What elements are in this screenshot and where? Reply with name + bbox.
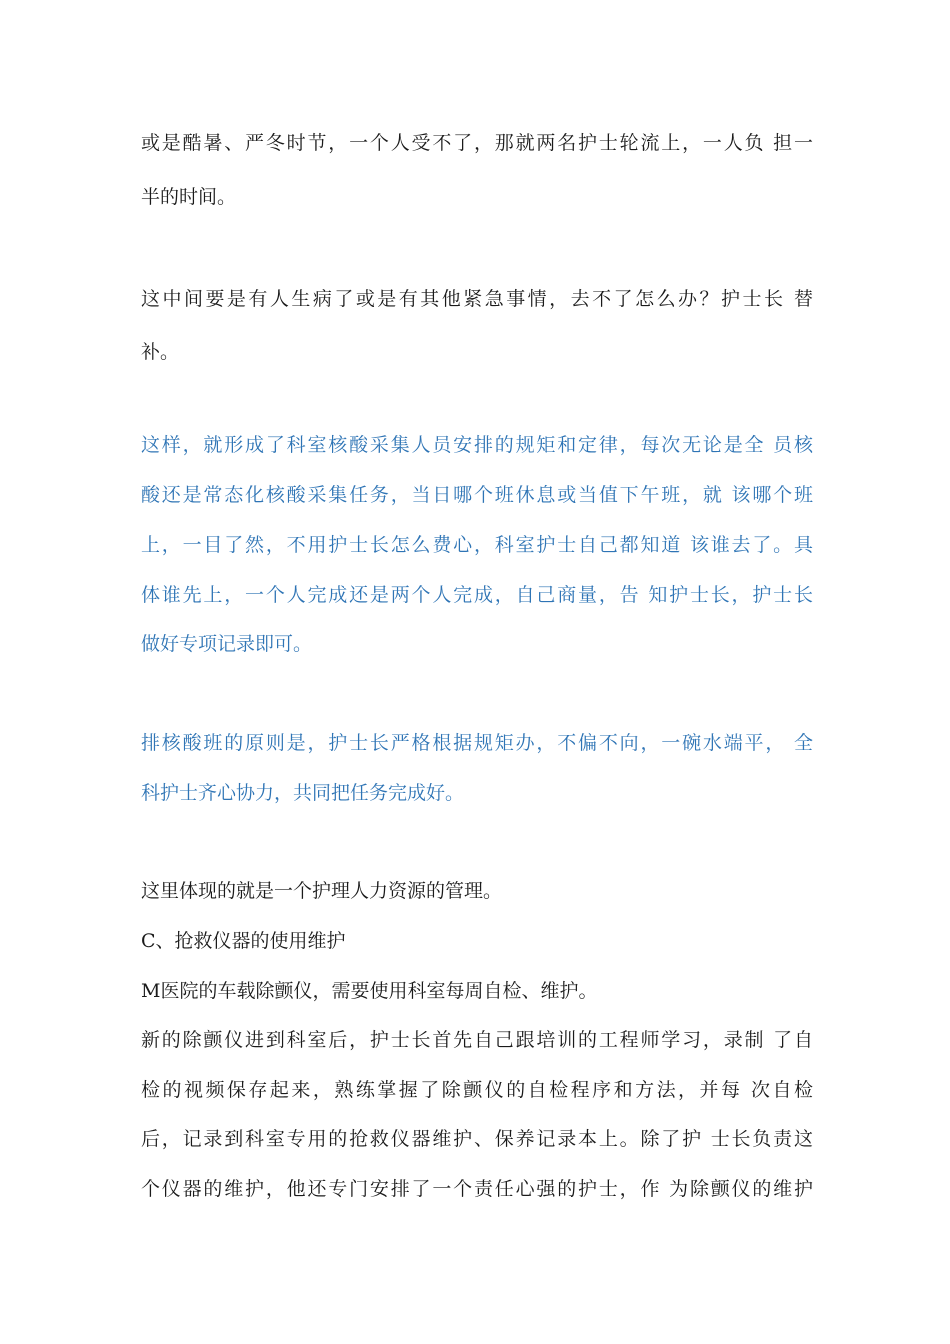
paragraph-1-line-2: 半的时间。 [141,186,237,208]
paragraph-2-line-1: 这中间要是有人生病了或是有其他紧急事情，去不了怎么办？护士长 替 [141,288,813,310]
paragraph-3-line-4: 体谁先上，一个人完成还是两个人完成，自己商量，告 知护士长，护士长 [141,584,813,606]
paragraph-8-line-4: 个仪器的维护，他还专门安排了一个责任心强的护士，作 为除颤仪的维护 [141,1178,813,1200]
paragraph-3-line-5: 做好专项记录即可。 [141,633,313,655]
paragraph-5-line-1: 这里体现的就是一个护理人力资源的管理。 [141,880,503,902]
paragraph-2-line-2: 补。 [141,341,180,363]
paragraph-8-line-3: 后，记录到科室专用的抢救仪器维护、保养记录本上。除了护 士长负责这 [141,1128,813,1150]
paragraph-4-line-2: 科护士齐心协力，共同把任务完成好。 [141,782,465,804]
paragraph-8-line-2: 检的视频保存起来，熟练掌握了除颤仪的自检程序和方法，并每 次自检 [141,1079,813,1101]
paragraph-3-line-2: 酸还是常态化核酸采集任务，当日哪个班休息或当值下午班，就 该哪个班 [141,484,813,506]
paragraph-3-line-3: 上，一目了然，不用护士长怎么费心，科室护士自己都知道 该谁去了。具 [141,534,813,556]
paragraph-3-line-1: 这样，就形成了科室核酸采集人员安排的规矩和定律，每次无论是全 员核 [141,434,813,456]
paragraph-1-line-1: 或是酷暑、严冬时节，一个人受不了，那就两名护士轮流上，一人负 担一 [141,132,813,154]
paragraph-4-line-1: 排核酸班的原则是，护士长严格根据规矩办，不偏不向，一碗水端平， 全 [141,732,813,754]
section-heading-c: C、抢救仪器的使用维护 [141,930,346,952]
paragraph-8-line-1: 新的除颤仪进到科室后，护士长首先自己跟培训的工程师学习，录制 了自 [141,1029,813,1051]
paragraph-7-line-1: M医院的车载除颤仪，需要使用科室每周自检、维护。 [141,980,598,1002]
